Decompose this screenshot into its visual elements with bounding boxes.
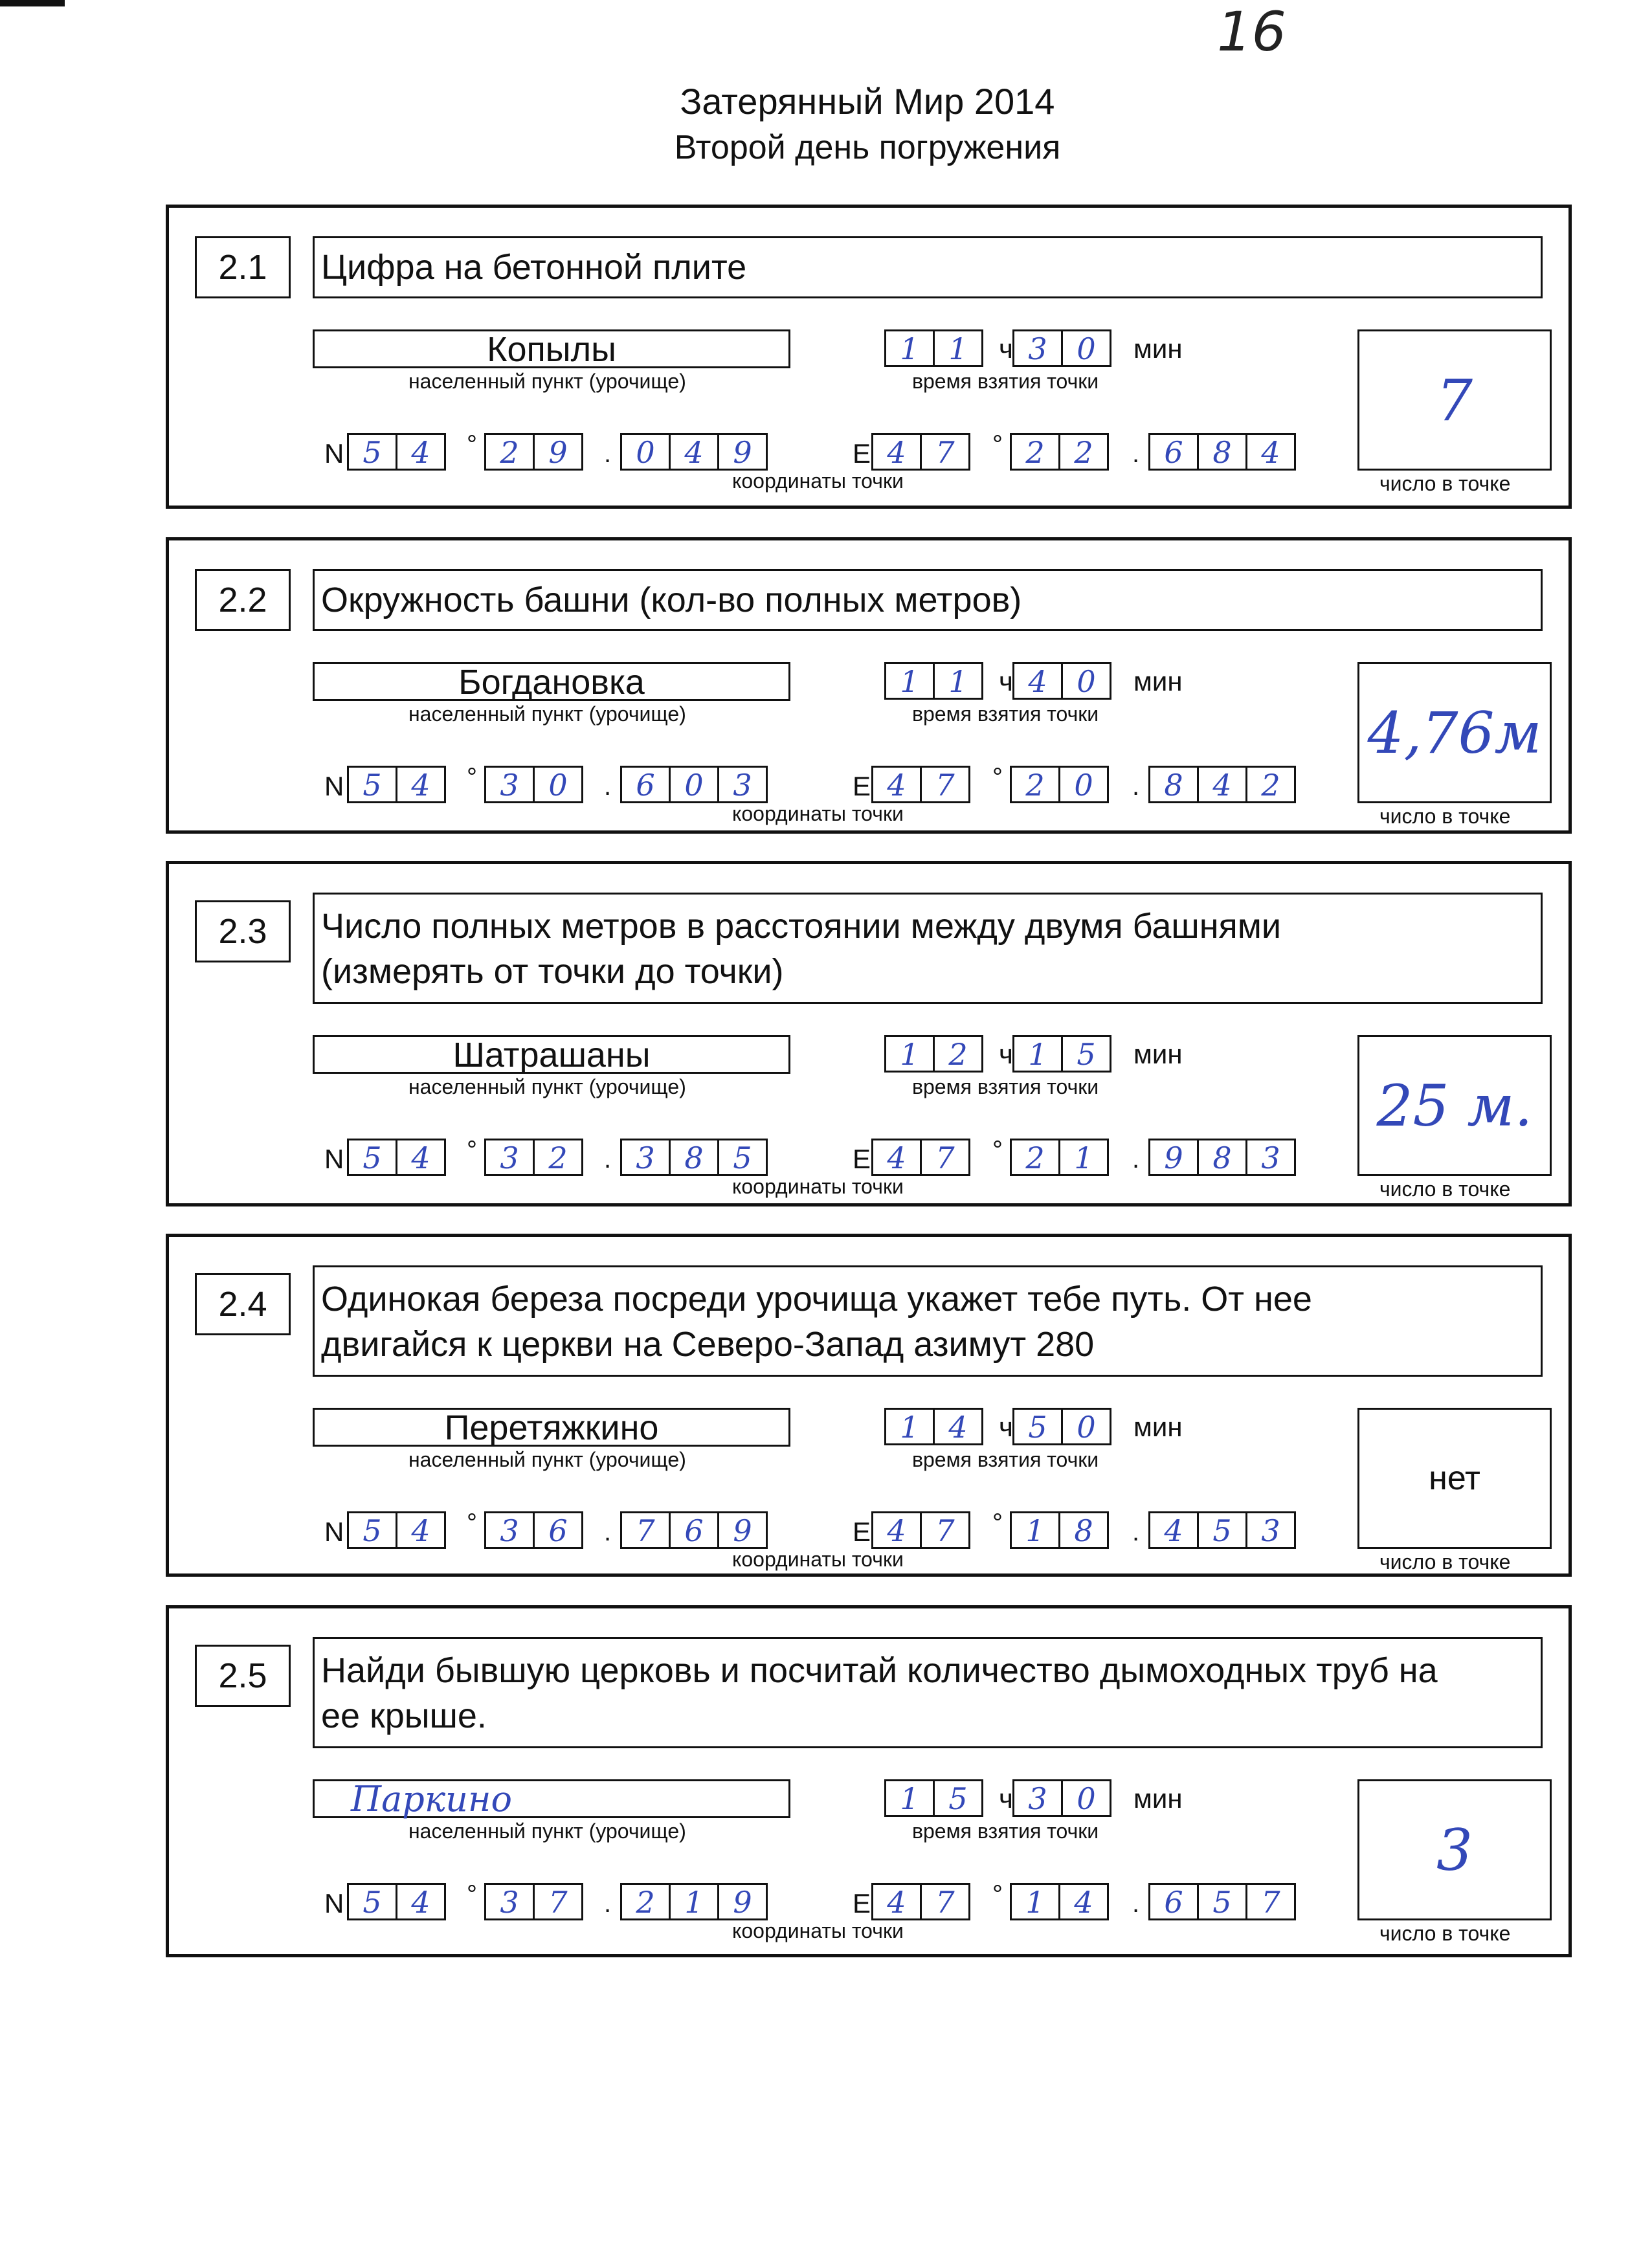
- page-title: Затерянный Мир 2014: [680, 81, 1055, 122]
- time-hours-cells: [886, 329, 983, 367]
- east-label: E: [853, 1144, 871, 1174]
- digit-cell[interactable]: 4: [871, 1883, 922, 1920]
- digit-cell[interactable]: 6: [533, 1511, 583, 1549]
- degree-sign: °: [992, 430, 1003, 459]
- hours-label: ч: [999, 333, 1013, 364]
- digit-cell[interactable]: 5: [1197, 1511, 1247, 1549]
- north-label: N: [324, 1517, 344, 1547]
- task-number: 2.1: [195, 236, 291, 298]
- degree-sign: °: [992, 763, 1003, 792]
- task-block: [166, 1605, 1572, 1957]
- digit-cell[interactable]: 3: [484, 1139, 535, 1176]
- digit-cell[interactable]: 8: [669, 1139, 719, 1176]
- degree-sign: °: [992, 1136, 1003, 1164]
- digit-cell[interactable]: 4: [396, 433, 446, 471]
- digit-cell[interactable]: 4: [396, 766, 446, 803]
- digit-cell[interactable]: 5: [1197, 1883, 1247, 1920]
- time-caption: время взятия точки: [912, 370, 1099, 393]
- digit-cell[interactable]: 3: [484, 766, 535, 803]
- degree-sign: °: [467, 430, 477, 459]
- digit-cell[interactable]: 5: [347, 1883, 397, 1920]
- place-caption: населенный пункт (урочище): [408, 370, 686, 393]
- digit-cell[interactable]: 2: [533, 1139, 583, 1176]
- answer-field[interactable]: нет: [1357, 1408, 1552, 1549]
- digit-cell[interactable]: 5: [347, 1511, 397, 1549]
- digit-cell[interactable]: 6: [669, 1511, 719, 1549]
- north-minute-cells: [486, 1883, 583, 1920]
- hours-label: ч: [999, 666, 1013, 696]
- decimal-dot: .: [604, 1145, 612, 1173]
- minutes-label: мин: [1133, 1412, 1183, 1442]
- degree-sign: °: [467, 1136, 477, 1164]
- time-hours-cells: [886, 1035, 983, 1073]
- digit-cell[interactable]: 1: [669, 1883, 719, 1920]
- north-degree-cells: [349, 1883, 446, 1920]
- task-block: [166, 861, 1572, 1206]
- answer-caption: число в точке: [1379, 1922, 1511, 1945]
- digit-cell[interactable]: 1: [1010, 1883, 1060, 1920]
- digit-cell[interactable]: 0: [1061, 1408, 1111, 1445]
- digit-cell[interactable]: 4: [871, 1511, 922, 1549]
- digit-cell[interactable]: 9: [717, 433, 768, 471]
- east-minute-cells: [1012, 1883, 1109, 1920]
- digit-cell[interactable]: 2: [1245, 766, 1296, 803]
- digit-cell[interactable]: 5: [933, 1779, 983, 1817]
- digit-cell[interactable]: 7: [920, 1139, 970, 1176]
- digit-cell[interactable]: 2: [1010, 433, 1060, 471]
- place-caption: населенный пункт (урочище): [408, 1075, 686, 1098]
- east-label: E: [853, 1888, 871, 1918]
- digit-cell[interactable]: 7: [620, 1511, 671, 1549]
- north-label: N: [324, 438, 344, 469]
- east-degree-cells: [873, 1883, 970, 1920]
- answer-caption: число в точке: [1379, 472, 1511, 495]
- hours-label: ч: [999, 1412, 1013, 1442]
- digit-cell[interactable]: 1: [884, 1408, 935, 1445]
- east-degree-cells: [873, 1139, 970, 1176]
- digit-cell[interactable]: 2: [620, 1883, 671, 1920]
- degree-sign: °: [992, 1880, 1003, 1909]
- place-field[interactable]: Паркино: [313, 1779, 790, 1818]
- minutes-label: мин: [1133, 1783, 1183, 1814]
- coordinates-caption: координаты точки: [732, 1919, 904, 1942]
- north-label: N: [324, 1144, 344, 1174]
- north-decimal-cells: [622, 433, 768, 471]
- minutes-label: мин: [1133, 1039, 1183, 1069]
- decimal-dot: .: [604, 1889, 612, 1918]
- answer-caption: число в точке: [1379, 1550, 1511, 1573]
- time-minutes-cells: [1014, 1779, 1111, 1817]
- decimal-dot: .: [1132, 1145, 1140, 1173]
- task-question: Число полных метров в расстоянии между двумя башнями (измерять от точки до точки): [313, 893, 1543, 1004]
- digit-cell[interactable]: 7: [920, 766, 970, 803]
- decimal-dot: .: [1132, 1518, 1140, 1546]
- east-degree-cells: [873, 766, 970, 803]
- digit-cell[interactable]: 4: [396, 1139, 446, 1176]
- digit-cell[interactable]: 8: [1197, 1139, 1247, 1176]
- digit-cell[interactable]: 1: [884, 329, 935, 367]
- task-number: 2.3: [195, 900, 291, 962]
- time-hours-cells: [886, 662, 983, 700]
- time-minutes-cells: [1014, 1035, 1111, 1073]
- digit-cell[interactable]: 3: [484, 1883, 535, 1920]
- north-decimal-cells: [622, 1883, 768, 1920]
- east-minute-cells: [1012, 766, 1109, 803]
- time-caption: время взятия точки: [912, 1075, 1099, 1098]
- digit-cell[interactable]: 5: [347, 1139, 397, 1176]
- north-minute-cells: [486, 1139, 583, 1176]
- digit-cell[interactable]: 4: [669, 433, 719, 471]
- east-label: E: [853, 771, 871, 801]
- task-block: [166, 537, 1572, 834]
- east-decimal-cells: [1150, 766, 1296, 803]
- digit-cell[interactable]: 2: [933, 1035, 983, 1073]
- task-question: Окружность башни (кол-во полных метров): [313, 569, 1543, 631]
- east-label: E: [853, 438, 871, 469]
- north-decimal-cells: [622, 766, 768, 803]
- coordinates-caption: координаты точки: [732, 469, 904, 493]
- task-block: [166, 1234, 1572, 1577]
- time-caption: время взятия точки: [912, 1448, 1099, 1471]
- digit-cell[interactable]: 2: [1010, 766, 1060, 803]
- north-degree-cells: [349, 766, 446, 803]
- digit-cell[interactable]: 6: [1148, 1883, 1199, 1920]
- digit-cell[interactable]: 0: [620, 433, 671, 471]
- coordinates-caption: координаты точки: [732, 802, 904, 825]
- time-caption: время взятия точки: [912, 1819, 1099, 1843]
- time-caption: время взятия точки: [912, 702, 1099, 726]
- digit-cell[interactable]: 3: [620, 1139, 671, 1176]
- north-degree-cells: [349, 1139, 446, 1176]
- digit-cell[interactable]: 2: [1058, 433, 1109, 471]
- digit-cell[interactable]: 2: [484, 433, 535, 471]
- digit-cell[interactable]: 7: [920, 433, 970, 471]
- task-block: [166, 205, 1572, 509]
- coordinates-caption: координаты точки: [732, 1175, 904, 1198]
- time-minutes-cells: [1014, 329, 1111, 367]
- digit-cell[interactable]: 7: [1245, 1883, 1296, 1920]
- east-minute-cells: [1012, 1139, 1109, 1176]
- time-minutes-cells: [1014, 1408, 1111, 1445]
- digit-cell[interactable]: 1: [884, 1779, 935, 1817]
- east-decimal-cells: [1150, 433, 1296, 471]
- degree-sign: °: [467, 1880, 477, 1909]
- place-field[interactable]: Шатрашаны: [313, 1035, 790, 1074]
- digit-cell[interactable]: 3: [1012, 1779, 1063, 1817]
- digit-cell[interactable]: 4: [1148, 1511, 1199, 1549]
- east-degree-cells: [873, 433, 970, 471]
- east-degree-cells: [873, 1511, 970, 1549]
- time-hours-cells: [886, 1779, 983, 1817]
- digit-cell[interactable]: 3: [1245, 1139, 1296, 1176]
- digit-cell[interactable]: 1: [1058, 1139, 1109, 1176]
- page-number: 16: [1217, 0, 1286, 63]
- digit-cell[interactable]: 3: [1245, 1511, 1296, 1549]
- place-field[interactable]: Перетяжкино: [313, 1408, 790, 1447]
- decimal-dot: .: [1132, 772, 1140, 801]
- digit-cell[interactable]: 7: [533, 1883, 583, 1920]
- page-subtitle: Второй день погружения: [674, 129, 1061, 166]
- digit-cell[interactable]: 0: [669, 766, 719, 803]
- digit-cell[interactable]: 0: [1061, 662, 1111, 700]
- digit-cell[interactable]: 4: [396, 1883, 446, 1920]
- answer-caption: число в точке: [1379, 805, 1511, 828]
- digit-cell[interactable]: 0: [1061, 329, 1111, 367]
- north-label: N: [324, 771, 344, 801]
- task-question: Найди бывшую церковь и посчитай количество дымоходных труб на ее крыше.: [313, 1637, 1543, 1748]
- task-number: 2.2: [195, 569, 291, 631]
- digit-cell[interactable]: 7: [920, 1883, 970, 1920]
- east-decimal-cells: [1150, 1511, 1296, 1549]
- scan-corner-mark: [0, 0, 65, 6]
- degree-sign: °: [467, 763, 477, 792]
- digit-cell[interactable]: 5: [1012, 1408, 1063, 1445]
- digit-cell[interactable]: 4: [871, 1139, 922, 1176]
- digit-cell[interactable]: 0: [1061, 1779, 1111, 1817]
- north-minute-cells: [486, 433, 583, 471]
- digit-cell[interactable]: 5: [347, 433, 397, 471]
- place-field[interactable]: Копылы: [313, 329, 790, 368]
- answer-field[interactable]: 4,76м: [1357, 662, 1552, 803]
- digit-cell[interactable]: 1: [884, 662, 935, 700]
- digit-cell[interactable]: 4: [1197, 766, 1247, 803]
- digit-cell[interactable]: 3: [484, 1511, 535, 1549]
- digit-cell[interactable]: 0: [1058, 766, 1109, 803]
- north-minute-cells: [486, 1511, 583, 1549]
- digit-cell[interactable]: 6: [620, 766, 671, 803]
- answer-caption: число в точке: [1379, 1177, 1511, 1201]
- minutes-label: мин: [1133, 666, 1183, 696]
- hours-label: ч: [999, 1039, 1013, 1069]
- degree-sign: °: [467, 1509, 477, 1537]
- digit-cell[interactable]: 5: [1061, 1035, 1111, 1073]
- place-caption: населенный пункт (урочище): [408, 1448, 686, 1471]
- decimal-dot: .: [604, 439, 612, 468]
- task-number: 2.5: [195, 1645, 291, 1707]
- digit-cell[interactable]: 8: [1148, 766, 1199, 803]
- digit-cell[interactable]: 9: [533, 433, 583, 471]
- digit-cell[interactable]: 8: [1197, 433, 1247, 471]
- place-caption: населенный пункт (урочище): [408, 1819, 686, 1843]
- time-minutes-cells: [1014, 662, 1111, 700]
- digit-cell[interactable]: 4: [1245, 433, 1296, 471]
- north-degree-cells: [349, 433, 446, 471]
- decimal-dot: .: [1132, 439, 1140, 468]
- east-decimal-cells: [1150, 1883, 1296, 1920]
- digit-cell[interactable]: 3: [717, 766, 768, 803]
- digit-cell[interactable]: 5: [347, 766, 397, 803]
- digit-cell[interactable]: 9: [1148, 1139, 1199, 1176]
- digit-cell[interactable]: 4: [1058, 1883, 1109, 1920]
- digit-cell[interactable]: 8: [1058, 1511, 1109, 1549]
- digit-cell[interactable]: 2: [1010, 1139, 1060, 1176]
- north-degree-cells: [349, 1511, 446, 1549]
- place-caption: населенный пункт (урочище): [408, 702, 686, 726]
- digit-cell[interactable]: 1: [933, 662, 983, 700]
- digit-cell[interactable]: 4: [1012, 662, 1063, 700]
- answer-field[interactable]: 3: [1357, 1779, 1552, 1920]
- time-hours-cells: [886, 1408, 983, 1445]
- task-number: 2.4: [195, 1273, 291, 1335]
- digit-cell[interactable]: 4: [871, 766, 922, 803]
- hours-label: ч: [999, 1783, 1013, 1814]
- digit-cell[interactable]: 1: [1010, 1511, 1060, 1549]
- answer-field[interactable]: 7: [1357, 329, 1552, 471]
- digit-cell[interactable]: 0: [533, 766, 583, 803]
- north-decimal-cells: [622, 1511, 768, 1549]
- decimal-dot: .: [604, 1518, 612, 1546]
- digit-cell[interactable]: 1: [884, 1035, 935, 1073]
- east-minute-cells: [1012, 433, 1109, 471]
- north-minute-cells: [486, 766, 583, 803]
- digit-cell[interactable]: 6: [1148, 433, 1199, 471]
- east-decimal-cells: [1150, 1139, 1296, 1176]
- east-label: E: [853, 1517, 871, 1547]
- digit-cell[interactable]: 9: [717, 1883, 768, 1920]
- minutes-label: мин: [1133, 333, 1183, 364]
- digit-cell[interactable]: 4: [396, 1511, 446, 1549]
- decimal-dot: .: [1132, 1889, 1140, 1918]
- task-question: Цифра на бетонной плите: [313, 236, 1543, 298]
- answer-field[interactable]: 25 м.: [1357, 1035, 1552, 1176]
- coordinates-caption: координаты точки: [732, 1548, 904, 1571]
- task-question: Одинокая береза посреди урочища укажет тебе путь. От нее двигайся к церкви на Северо-Запад азимут 280: [313, 1265, 1543, 1377]
- north-decimal-cells: [622, 1139, 768, 1176]
- digit-cell[interactable]: 4: [933, 1408, 983, 1445]
- digit-cell[interactable]: 3: [1012, 329, 1063, 367]
- digit-cell[interactable]: 1: [933, 329, 983, 367]
- place-field[interactable]: Богдановка: [313, 662, 790, 701]
- digit-cell[interactable]: 4: [871, 433, 922, 471]
- north-label: N: [324, 1888, 344, 1918]
- digit-cell[interactable]: 7: [920, 1511, 970, 1549]
- digit-cell[interactable]: 1: [1012, 1035, 1063, 1073]
- digit-cell[interactable]: 9: [717, 1511, 768, 1549]
- digit-cell[interactable]: 5: [717, 1139, 768, 1176]
- east-minute-cells: [1012, 1511, 1109, 1549]
- decimal-dot: .: [604, 772, 612, 801]
- degree-sign: °: [992, 1509, 1003, 1537]
